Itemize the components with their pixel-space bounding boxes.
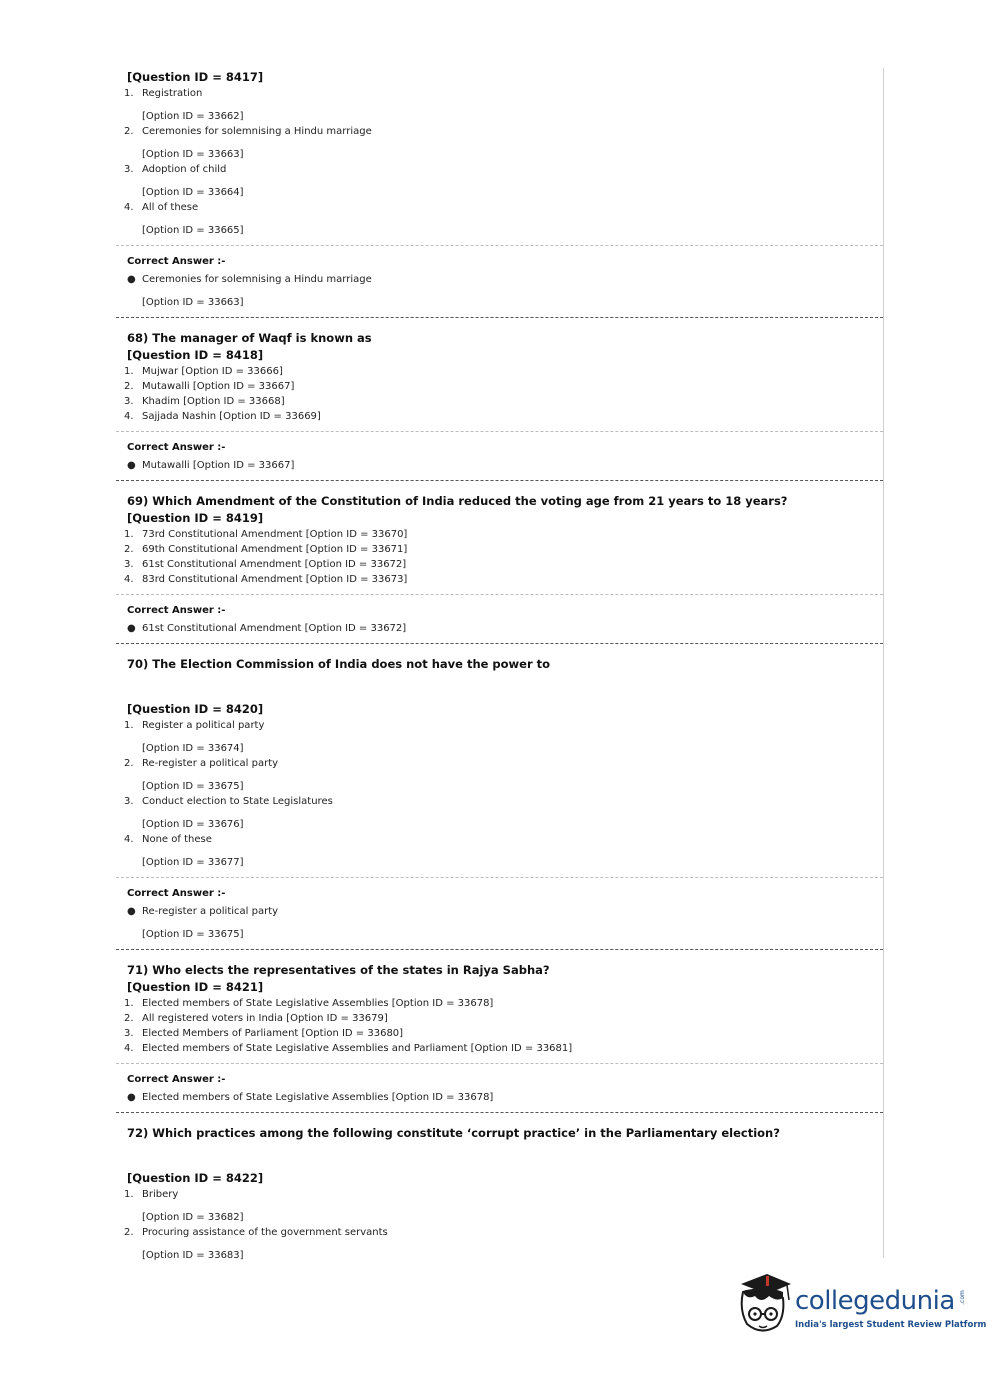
question-72 [116,1125,883,1263]
question-title: 72) Which practices among the following constitute ‘corrupt practice’ in the Parliamentary election? [127,1126,780,1140]
question-id: [Question ID = 8418] [127,348,264,362]
correct-answer-option-id: [Option ID = 33663] [142,297,244,308]
question-divider [116,480,883,481]
question-id: [Question ID = 8419] [127,511,264,525]
student-mascot-icon [733,1270,793,1340]
option: 1. Mujwar [Option ID = 33666] [124,366,283,377]
question-71 [116,962,883,1056]
question-title: 70) The Election Commission of India does not have the power to [127,657,551,671]
divider [116,594,883,595]
option: 3. Khadim [Option ID = 33668] [124,396,285,407]
option: 2. 69th Constitutional Amendment [Option ID = 33671] [124,544,408,555]
question-id: [Question ID = 8420] [127,702,264,716]
option-id: [Option ID = 33662] [142,111,244,122]
option-id: [Option ID = 33663] [142,149,244,160]
correct-answer: ● Mutawalli [Option ID = 33667] [127,460,295,471]
option-id: [Option ID = 33675] [142,781,244,792]
option: 4. None of these [124,834,212,845]
question-id: [Question ID = 8417] [127,70,264,84]
option: 2. Mutawalli [Option ID = 33667] [124,381,295,392]
option: 1. Registration [124,88,203,99]
correct-answer: ● 61st Constitutional Amendment [Option ID = 33672] [127,623,407,634]
question-id: [Question ID = 8422] [127,1171,264,1185]
option: 3. Elected Members of Parliament [Option ID = 33680] [124,1028,404,1039]
option: 4. All of these [124,202,199,213]
correct-answer-label: Correct Answer :- [127,1074,226,1085]
option: 3. Conduct election to State Legislatures [124,796,333,807]
divider [116,431,883,432]
option: 4. 83rd Constitutional Amendment [Option ID = 33673] [124,574,408,585]
question-67 [116,68,883,238]
option-id: [Option ID = 33677] [142,857,244,868]
question-divider [116,643,883,644]
logo-domain: .com [958,1290,966,1305]
option-id: [Option ID = 33665] [142,225,244,236]
question-69 [116,493,883,587]
divider [116,245,883,246]
option-id: [Option ID = 33682] [142,1212,244,1223]
option: 3. Adoption of child [124,164,227,175]
correct-answer: ● Elected members of State Legislative Assemblies [Option ID = 33678] [127,1092,494,1103]
option-id: [Option ID = 33664] [142,187,244,198]
correct-answer-label: Correct Answer :- [127,256,226,267]
question-divider [116,317,883,318]
option-id: [Option ID = 33674] [142,743,244,754]
option: 2. Re-register a political party [124,758,279,769]
question-paper [116,68,884,1261]
question-70 [116,656,883,870]
correct-answer-option-id: [Option ID = 33675] [142,929,244,940]
correct-answer-label: Correct Answer :- [127,605,226,616]
option: 1. Elected members of State Legislative Assemblies [Option ID = 33678] [124,998,494,1009]
question-title: 68) The manager of Waqf is known as [127,331,372,345]
question-divider [116,949,883,950]
collegedunia-logo[interactable] [733,1270,987,1340]
correct-answer-label: Correct Answer :- [127,888,226,899]
option: 1. Bribery [124,1189,179,1200]
logo-wordmark: collegedunia [795,1286,955,1316]
question-divider [116,1112,883,1113]
option: 4. Sajjada Nashin [Option ID = 33669] [124,411,321,422]
option-id: [Option ID = 33683] [142,1250,244,1261]
divider [116,877,883,878]
option: 3. 61st Constitutional Amendment [Option ID = 33672] [124,559,407,570]
question-title: 71) Who elects the representatives of the states in Rajya Sabha? [127,963,550,977]
option: 1. 73rd Constitutional Amendment [Option ID = 33670] [124,529,408,540]
divider [116,1063,883,1064]
option-id: [Option ID = 33676] [142,819,244,830]
option: 2. Procuring assistance of the government servants [124,1227,388,1238]
question-id: [Question ID = 8421] [127,980,264,994]
option: 2. Ceremonies for solemnising a Hindu marriage [124,126,372,137]
question-title: 69) Which Amendment of the Constitution of India reduced the voting age from 21 years to 18 years? [127,494,788,508]
option: 4. Elected members of State Legislative Assemblies and Parliament [Option ID = 33681] [124,1043,573,1054]
correct-answer: ● Ceremonies for solemnising a Hindu marriage [127,274,372,285]
logo-tagline: India's largest Student Review Platform [795,1320,987,1330]
question-68 [116,330,883,424]
correct-answer: ● Re-register a political party [127,906,279,917]
option: 2. All registered voters in India [Option ID = 33679] [124,1013,388,1024]
correct-answer-label: Correct Answer :- [127,442,226,453]
option: 1. Register a political party [124,720,265,731]
